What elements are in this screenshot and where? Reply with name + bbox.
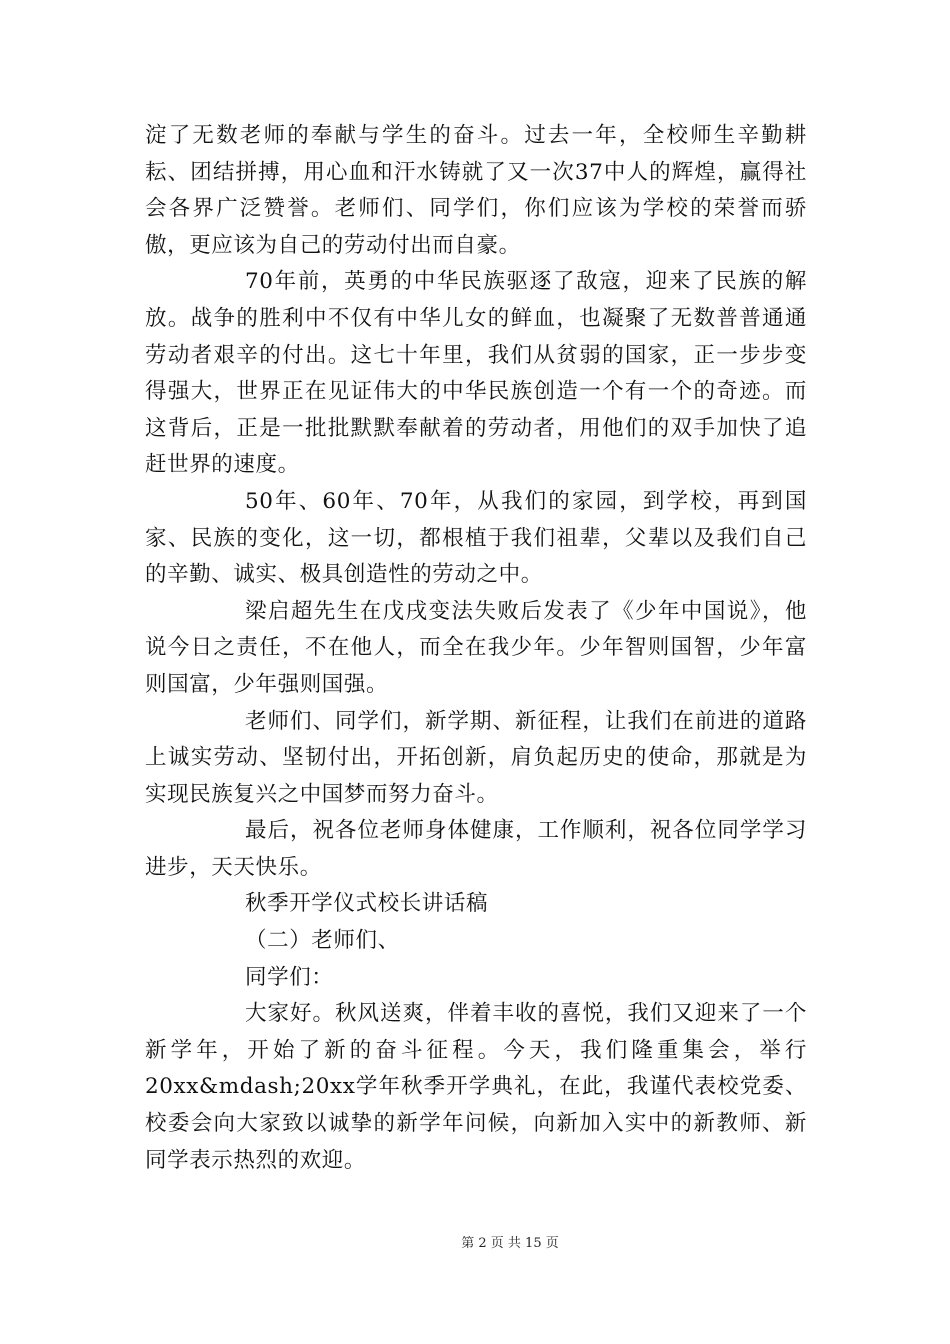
document-body: [145, 118, 807, 1179]
section-subtitle: （二）老师们、: [245, 928, 400, 954]
paragraph-7: 大家好。秋风送爽，伴着丰收的喜悦，我们又迎来了一个新学年，开始了新的奋斗征程。今天，我们隆重集会，举行20xx&mdash;20xx学年秋季开学典礼，在此，我谨代表校党委、校委会向大家致以诚挚的新学年问候，向新加入实中的新教师、新同学表示热烈的欢迎。: [145, 1001, 807, 1173]
paragraph-4: 梁启超先生在戊戌变法失败后发表了《少年中国说》，他说今日之责任，不在他人，而全在我少年。少年智则国智，少年富则国富，少年强则国强。: [145, 598, 807, 697]
paragraph-2: 70年前，英勇的中华民族驱逐了敌寇，迎来了民族的解放。战争的胜利中不仅有中华儿女的鲜血，也凝聚了无数普普通通劳动者艰辛的付出。这七十年里，我们从贫弱的国家，正一步步变得强大，世界正在见证伟大的中华民族创造一个有一个的奇迹。而这背后，正是一批批默默奉献着的劳动者，用他们的双手加快了追赶世界的速度。: [145, 269, 807, 478]
salutation: 同学们：: [245, 964, 334, 990]
paragraph-6: 最后，祝各位老师身体健康，工作顺利，祝各位同学学习进步，天天快乐。: [145, 818, 807, 880]
paragraph-3: 50年、60年、70年，从我们的家园，到学校，再到国家、民族的变化，这一切，都根植于我们祖辈，父辈以及我们自己的辛勤、诚实、极具创造性的劳动之中。: [145, 488, 807, 588]
page-number-footer: 第 2 页 共 15 页: [461, 1236, 559, 1251]
section-title: 秋季开学仪式校长讲话稿: [245, 891, 489, 917]
paragraph-1: 淀了无数老师的奉献与学生的奋斗。过去一年，全校师生辛勤耕耘、团结拼搏，用心血和汗水铸就了又一次37中人的辉煌，赢得社会各界广泛赞誉。老师们、同学们，你们应该为学校的荣誉而骄傲，更应该为自己的劳动付出而自豪。: [145, 123, 807, 258]
paragraph-5: 老师们、同学们，新学期、新征程，让我们在前进的道路上诚实劳动、坚韧付出，开拓创新，肩负起历史的使命，那就是为实现民族复兴之中国梦而努力奋斗。: [145, 708, 807, 807]
